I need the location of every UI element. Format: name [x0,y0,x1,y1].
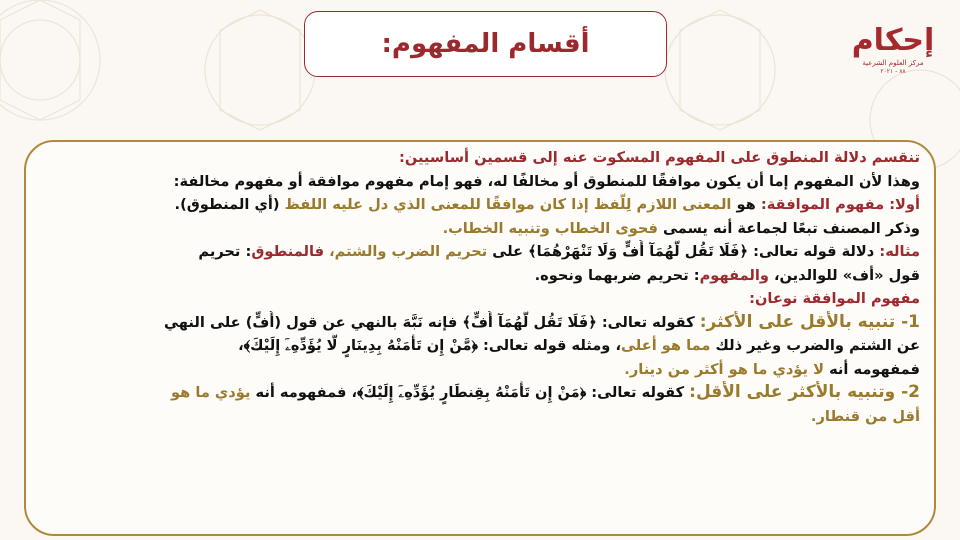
mafhum-label: والمفهوم [699,266,769,284]
body-line-12 [40,405,920,429]
example-label: مثاله: [879,243,920,260]
heading-muwafaqa: أولا: مفهوم الموافقة: [760,196,920,213]
body-line-3 [40,193,920,217]
text: هو [731,196,761,213]
body-line-5 [40,240,920,264]
text: أقل من قنطار. [810,407,920,425]
body-line-8 [40,311,920,335]
text: تنقسم دلالة المنطوق على المفهوم المسكوت عنه إلى قسمين أساسيين: [398,149,920,166]
text: وهذا لأن المفهوم إما أن يكون موافقًا للمنطوق أو مخالفًا له، فهو إمام مفهوم موافقة أو مفهوم مخالفة: [173,172,920,190]
text: مفهوم الموافقة نوعان: [749,290,920,307]
title-box [304,11,667,77]
body-line-11 [40,381,920,405]
text: (أي المنطوق). [174,196,285,213]
logo-subtitle-2: ٨٨ - ٢٠٢١ [880,68,906,75]
content-box [24,140,936,536]
term: مما هو أعلى [621,337,711,354]
text: كقوله تعالى: ﴿فَلَا تَقُل لَّهُمَآ أُفٍّ﴾ فإنه نَبَّهَ بالنهي عن قول (أُفٍّ) على النهي [164,313,700,331]
mantuq-label: فالمنطوق [251,243,324,260]
types-heading [40,287,920,311]
term: يؤدي ما هو [170,384,251,401]
body-line-4 [40,217,920,241]
definition: المعنى اللازم لِلَّفظ إذا كان موافقًا للمعنى الذي دل عليه اللفظ [284,196,732,213]
text: كقوله تعالى: ﴿مَنْ إِن تَأْمَنْهُ بِقِنطَارٍ يُؤَدِّهِۦٓ إِلَيْكَ﴾، فمفهومه أنه [250,384,690,401]
body-line-6 [40,264,920,288]
text: دلالة قوله تعالى: ﴿فَلَا تَقُل لَّهُمَآ أُفٍّ وَلَا تَنْهَرْهُمَا﴾ على [487,243,880,260]
logo-mark: إحكام [851,23,935,58]
intro-line [40,146,920,170]
text: فمفهومه أنه [823,360,920,378]
text: وذكر المصنف تبعًا لجماعة أنه يسمى [657,219,920,237]
text: عن الشتم والضرب وغير ذلك [710,337,920,354]
term: فحوى الخطاب وتنبيه الخطاب. [442,219,658,237]
text: : تحريم [198,243,252,260]
term: لا يؤدي ما هو أكثر من دينار. [624,360,824,378]
body-line-9 [40,334,920,358]
page-title: أقسام المفهوم: [381,29,590,59]
text: ، ومثله قوله تعالى: ﴿مَّنْ إِن تَأْمَنْهُ بِدِينَارٍ لَّا يُؤَدِّهِۦٓ إِلَيْكَ﴾، [238,337,621,354]
body-line-10 [40,358,920,382]
logo-subtitle: مركز العلوم الشرعية [862,59,924,67]
text: : تحريم ضربهما ونحوه. [534,266,700,284]
text: قول «أف» للوالدين، [768,266,920,284]
term: تحريم الضرب والشتم، [329,243,488,260]
type-1-heading: 1- تنبيه بالأقل على الأكثر: [699,311,920,332]
body-line-2 [40,170,920,194]
logo [838,24,948,94]
type-2-heading: 2- وتنبيه بالأكثر على الأقل: [689,382,920,402]
